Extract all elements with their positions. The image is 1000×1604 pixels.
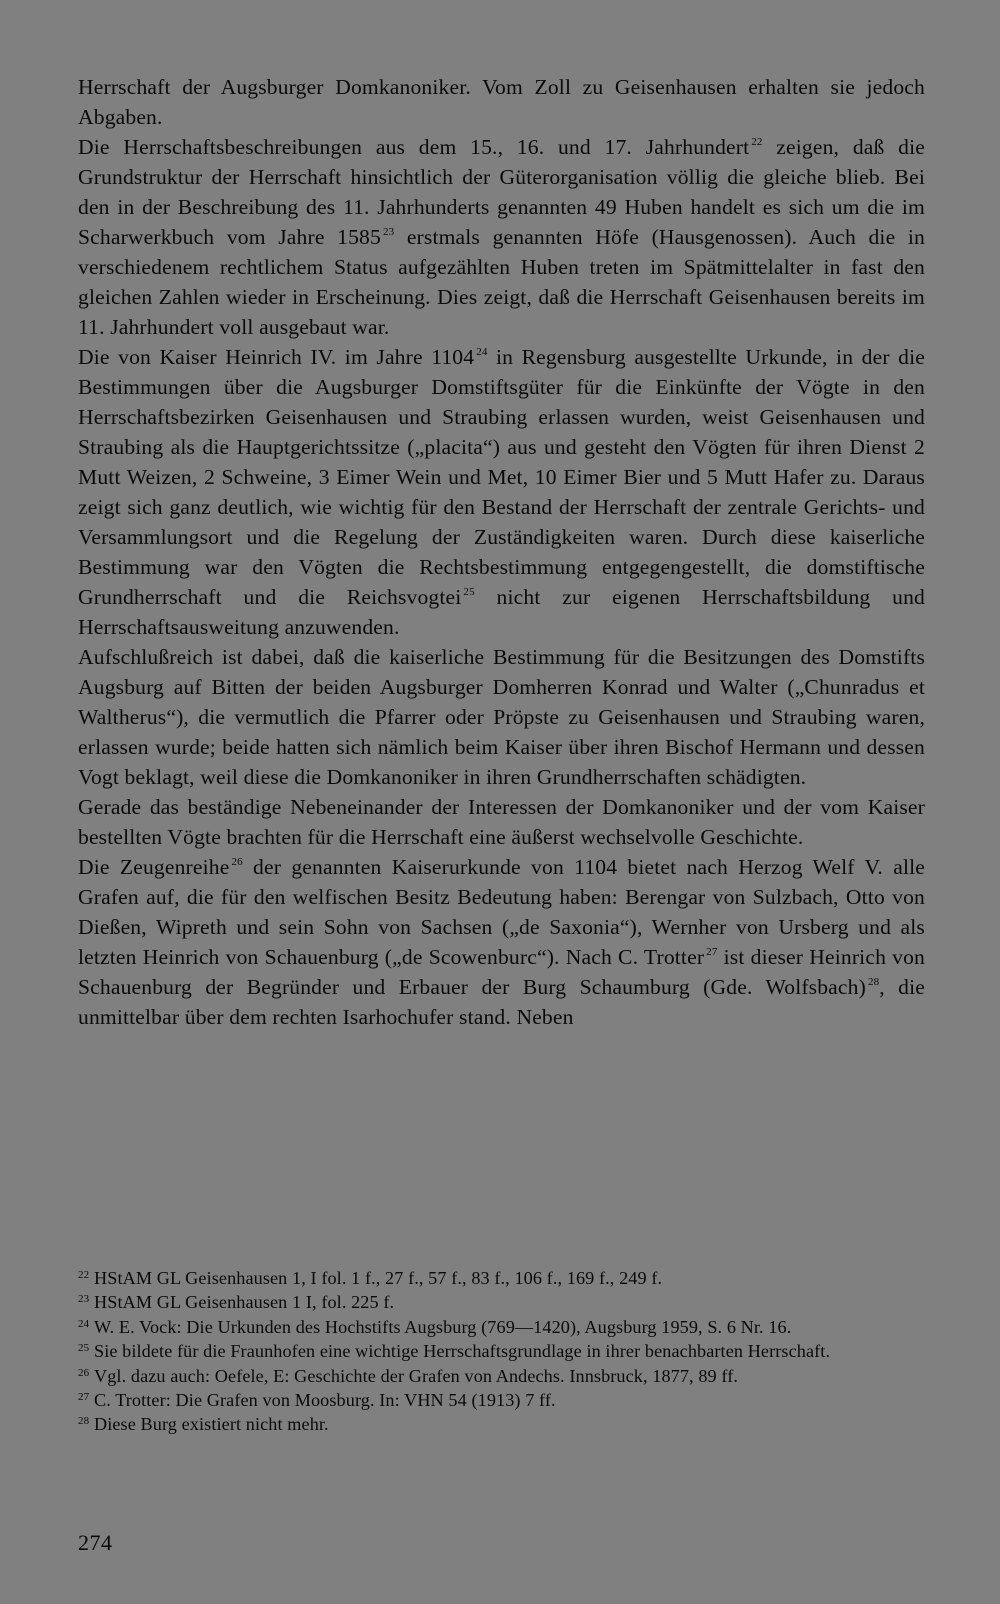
text-run: zeigen, daß die Grundstruktur der Herrschaft hinsichtlich der Güterorganisation völlig die gleiche blieb. Bei den in der Beschreibung des 11. Jahrhunderts genannten 49 Huben handelt es sich um die im Scharwerkbuch vom Jahre 1585 bbox=[78, 135, 925, 249]
text-run: Die Zeugenreihe bbox=[78, 855, 230, 879]
footnote-ref[interactable]: 26 bbox=[231, 856, 243, 868]
paragraph-4 bbox=[78, 642, 925, 792]
paragraph-6 bbox=[78, 852, 925, 1032]
footnote-ref[interactable]: 25 bbox=[463, 586, 475, 598]
footnotes bbox=[78, 1266, 925, 1437]
paragraph-3 bbox=[78, 342, 925, 642]
footnote-25: 25 Sie bildete für die Fraunhofen eine wichtige Herrschaftsgrundlage in ihrer benachbarten Herrschaft. bbox=[78, 1341, 831, 1362]
text-run: Gerade das beständige Nebeneinander der Interessen der Domkanoniker und der vom Kaiser bestellten Vögte brachten für die Herrschaft eine äußerst wechselvolle Geschichte. bbox=[78, 795, 925, 849]
footnote-text: Vgl. dazu auch: Oefele, E: Geschichte der Grafen von Andechs. Innsbruck, 1877, 89 ff. bbox=[94, 1365, 739, 1386]
paragraph-1 bbox=[78, 72, 925, 132]
text-run: Die von Kaiser Heinrich IV. im Jahre 1104 bbox=[78, 345, 475, 369]
footnote-27: 27 C. Trotter: Die Grafen von Moosburg. In: VHN 54 (1913) 7 ff. bbox=[78, 1390, 556, 1411]
page-number: 274 bbox=[78, 1530, 113, 1555]
text-run: erstmals genannten Höfe (Hausgenossen). Auch die in verschiedenem rechtlichem Status aufgezählten Huben treten im Spätmittelalter in fast den gleichen Zahlen wieder in Erscheinung. Dies zeigt, daß die Herrschaft Geisenhausen bereits im 11. Jahrhundert voll ausgebaut war. bbox=[78, 225, 925, 339]
paragraph-2 bbox=[78, 132, 925, 342]
footnote-ref[interactable]: 23 bbox=[382, 226, 395, 238]
footnote-text: HStAM GL Geisenhausen 1 I, fol. 225 f. bbox=[94, 1292, 395, 1313]
footnote-text: Diese Burg existiert nicht mehr. bbox=[94, 1414, 329, 1435]
footnote-26: 26 Vgl. dazu auch: Oefele, E: Geschichte der Grafen von Andechs. Innsbruck, 1877, 89 ff. bbox=[78, 1365, 739, 1386]
footnote-ref[interactable]: 28 bbox=[867, 976, 880, 988]
footnote-24: 24 W. E. Vock: Die Urkunden des Hochstifts Augsburg (769—1420), Augsburg 1959, S. 6 Nr. 16. bbox=[78, 1316, 792, 1337]
text-run: , die unmittelbar über dem rechten Isarhochufer stand. Neben bbox=[78, 975, 925, 1029]
footnote-ref[interactable]: 27 bbox=[706, 946, 718, 958]
main-text bbox=[78, 72, 925, 1032]
footnote-28: 28 Diese Burg existiert nicht mehr. bbox=[78, 1414, 329, 1435]
footnote-text: C. Trotter: Die Grafen von Moosburg. In: VHN 54 (1913) 7 ff. bbox=[94, 1390, 556, 1411]
footnote-ref[interactable]: 22 bbox=[751, 136, 763, 148]
text-run: der genannten Kaiserurkunde von 1104 bietet nach Herzog Welf V. alle Grafen auf, die für den welfischen Besitz Bedeutung haben: Berengar von Sulzbach, Otto von Dießen, Wipreth und sein Sohn von Sachsen („de Saxonia“), Wernher von Ursberg und als letzten Heinrich von Schauenburg („de Scowenburc“). Nach C. Trotter bbox=[78, 855, 926, 969]
footnote-text: Sie bildete für die Fraunhofen eine wichtige Herrschaftsgrundlage in ihrer benachbarten Herrschaft. bbox=[94, 1341, 831, 1362]
footnote-text: HStAM GL Geisenhausen 1, I fol. 1 f., 27 f., 57 f., 83 f., 106 f., 169 f., 249 f. bbox=[94, 1268, 663, 1288]
footnote-text: W. E. Vock: Die Urkunden des Hochstifts Augsburg (769—1420), Augsburg 1959, S. 6 Nr. 16. bbox=[94, 1316, 792, 1337]
text-run: in Regensburg ausgestellte Urkunde, in der die Bestimmungen über die Augsburger Domstiftsgüter für die Einkünfte der Vögte in den Herrschaftsbezirken Geisenhausen und Straubing erlassen wurden, weist Geisenhausen und Straubing als die Hauptgerichtssitze („placita“) aus und gesteht den Vögten für ihren Dienst 2 Mutt Weizen, 2 Schweine, 3 Eimer Wein und Met, 10 Eimer Bier und 5 Mutt Hafer zu. Daraus zeigt sich ganz deutlich, wie wichtig für den Bestand der Herrschaft der zentrale Gerichts- und Versammlungsort und die Regelung der Zuständigkeiten waren. Durch diese kaiserliche Bestimmung war den Vögten die Rechtsbestimmung entgegengestellt, die domstiftische Grundherrschaft und die Reichsvogtei bbox=[78, 345, 925, 609]
page-body bbox=[78, 72, 925, 1032]
footnote-ref[interactable]: 24 bbox=[476, 346, 488, 358]
text-run: ist dieser Heinrich von Schauenburg der Begründer und Erbauer der Burg Schaumburg (Gde. Wolfsbach) bbox=[78, 945, 926, 999]
paragraph-5 bbox=[78, 792, 925, 852]
text-run: Aufschlußreich ist dabei, daß die kaiserliche Bestimmung für die Besitzungen des Domstifts Augsburg auf Bitten der beiden Augsburger Domherren Konrad und Walter („Chunradus et Waltherus“), die vermutlich die Pfarrer oder Pröpste zu Geisenhausen und Straubing waren, erlassen wurde; beide hatten sich nämlich beim Kaiser über ihren Bischof Hermann und dessen Vogt beklagt, weil diese die Domkanoniker in ihren Grundherrschaften schädigten. bbox=[78, 645, 925, 789]
text-run: Die Herrschaftsbeschreibungen aus dem 15., 16. und 17. Jahrhundert bbox=[78, 135, 750, 159]
text-run: Herrschaft der Augsburger Domkanoniker. Vom Zoll zu Geisenhausen erhalten sie jedoch Abgaben. bbox=[78, 75, 925, 129]
footnote-22: 22 HStAM GL Geisenhausen 1, I fol. 1 f., 27 f., 57 f., 83 f., 106 f., 169 f., 249 f. bbox=[78, 1268, 663, 1288]
text-run: nicht zur eigenen Herrschaftsbildung und Herrschaftsausweitung anzuwenden. bbox=[78, 585, 925, 639]
footnote-23: 23 HStAM GL Geisenhausen 1 I, fol. 225 f. bbox=[78, 1292, 395, 1313]
